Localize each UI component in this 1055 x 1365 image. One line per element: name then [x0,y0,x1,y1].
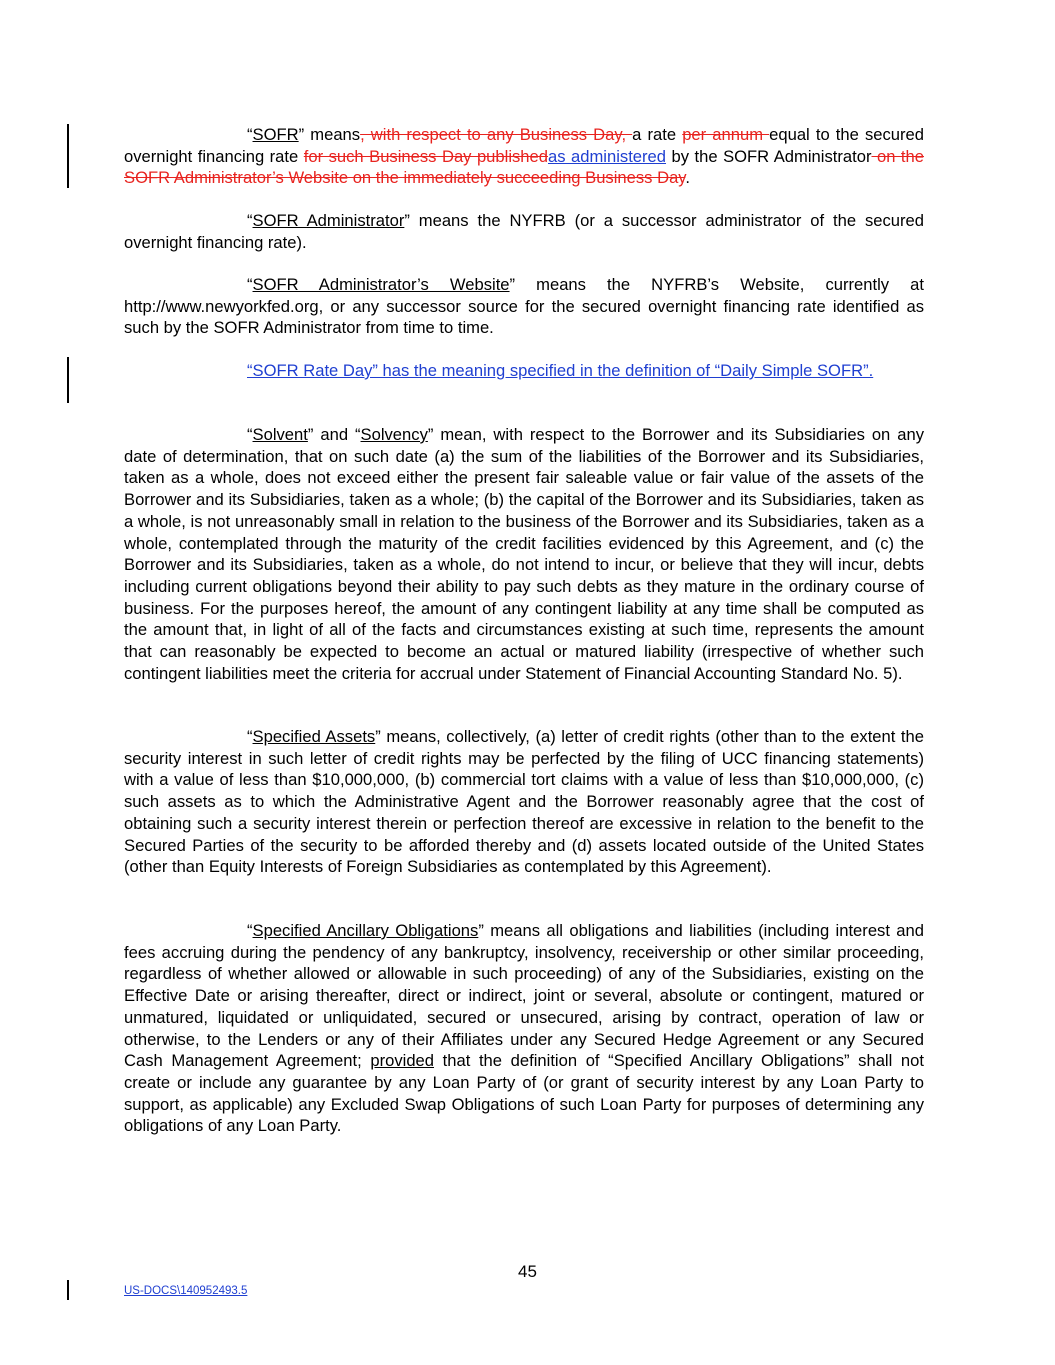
page-number: 45 [518,1262,537,1281]
definition-sofr-administrator-website: “SOFR Administrator’s Website” means the NYFRB’s Website, currently at http://www.newyorkfed.org, or any successor source for the secured overnight financing rate identified as such by the SOFR Administrator from time to time. [124,275,925,338]
deleted-text: on the SOFR Administrator’s Website on the immediately succeeding Business Day [124,146,924,188]
defined-term: SOFR Administrator [252,211,405,230]
deleted-text: for such Business Day published [303,146,548,166]
provided-term: provided [370,1051,435,1071]
change-bar [67,357,69,403]
definition-sofr-rate-day [124,360,924,382]
document-id: US-DOCS\140952493.5 [124,1285,248,1297]
defined-term: Specified Ancillary Obligations [252,921,479,940]
deleted-text: , with respect to any Business Day, [360,125,633,144]
definition-specified-ancillary-obligations: “Specified Ancillary Obligations” means all obligations and liabilities (including interest and fees accruing during the pendency of any bankruptcy, insolvency, receivership or other similar proceeding, regardless of whether allowed or allowable in such proceeding) of any of the Subsidiaries, existing on the Effective Date or arising thereafter, direct or indirect, joint or several, absolute or contingent, matured or unmatured, liquidated or unliquidated, secured or unsecured, arising by contract, operation of law or otherwise, to the Lenders or any of their Affiliates under any Secured Hedge Agreement or any Secured Cash Management Agreement; provided that the definition of “Specified Ancillary Obligations” shall not create or include any guarantee by any Loan Party of (or grant of security interest by any Loan Party to support, as applicable) any Excluded Swap Obligations of such Loan Party for purposes of determining any obligations of any Loan Party. [124,921,924,1136]
change-bar [67,124,69,188]
definition-solvent: “Solvent” and “Solvency” mean, with respect to the Borrower and its Subsidiaries on any date of determination, that on such date (a) the sum of the liabilities of the Borrower and its Subsidiaries, taken as a whole, does not exceed either the present fair saleable value or fair value of the assets of the Borrower and its Subsidiaries, taken as a whole; (b) the capital of the Borrower and its Subsidiaries, taken as a whole, is not unreasonably small in relation to the business of the Borrower and its Subsidiaries, taken as a whole, contemplated through the maturity of the credit facilities evidenced by this Agreement, and (c) the Borrower and its Subsidiaries, taken as a whole, do not intend to incur, or believe that they will incur, debts including current obligations beyond their ability to pay such debts as they mature in the ordinary course of business. For the purposes hereof, the amount of any contingent liability at any time shall be computed as the amount that, in light of all of the facts and circumstances existing at such time, represents the amount that can reasonably be expected to become an actual or matured liability (irrespective of whether such contingent liabilities meet the criteria for accrual under Statement of Financial Accounting Standard No. 5). [124,425,924,683]
defined-term: Solvency [360,425,428,444]
defined-term: SOFR [252,125,299,144]
definition-sofr-administrator: “SOFR Administrator” means the NYFRB (or a successor administrator of the secured overnight financing rate). [124,211,924,252]
defined-term: Solvent [252,425,308,444]
inserted-text: as administered [548,146,667,166]
deleted-text: per annum [682,125,770,144]
definition-specified-assets: “Specified Assets” means, collectively, (a) letter of credit rights (other than to the extent the security interest in such letter of credit rights may be perfected by the filing of UCC financing statements) with a value of less than $10,000,000, (b) commercial tort claims with a value of less than $10,000,000, (c) such assets as to which the Administrative Agent and the Borrower reasonably agree that the cost of obtaining such a security interest therein or perfection thereof are excessive in relation to the benefit to the Secured Parties of the security to be afforded thereby and (d) assets located outside of the United States (other than Equity Interests of Foreign Subsidiaries as contemplated by this Agreement). [124,727,924,877]
defined-term: Specified Assets [252,727,376,746]
definition-sofr: “SOFR” means, with respect to any Business Day, a rate per annum equal to the secured overnight financing rate for such Business Day publishedas administered by the SOFR Administrator on the SOFR Administrator’s Website on the immediately succeeding Business Day. [124,125,924,188]
inserted-text: “SOFR Rate Day” has the meaning specified in the definition of “Daily Simple SOFR”. [247,361,874,380]
defined-term: SOFR Administrator’s Website [252,275,510,294]
change-bar [67,1280,69,1300]
